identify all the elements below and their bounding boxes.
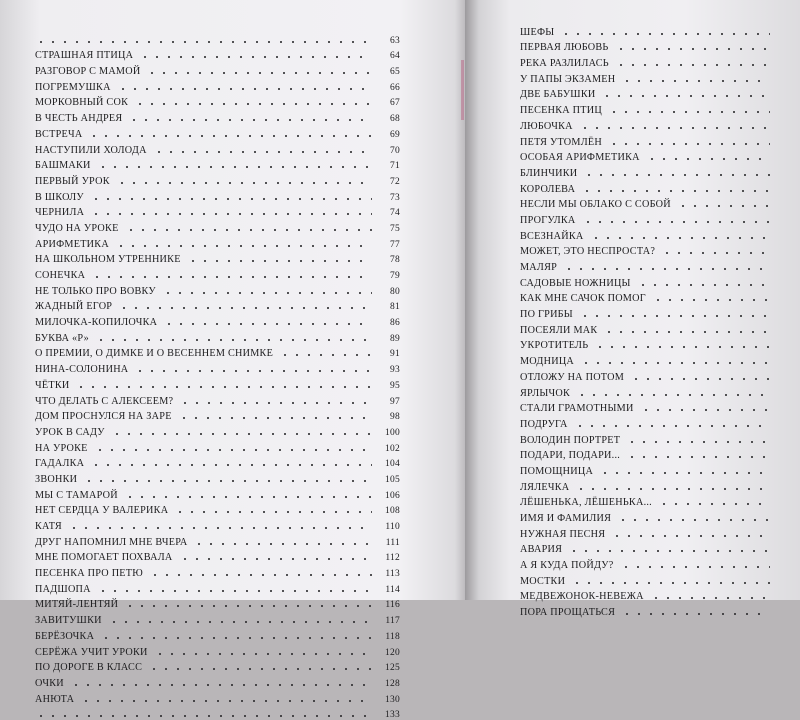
- toc-entry: [520, 195, 770, 211]
- dot-leader: [111, 433, 372, 435]
- toc-entry-page-number: 91: [390, 349, 400, 360]
- toc-entry: [35, 156, 400, 172]
- dot-leader: [116, 182, 372, 184]
- toc-entry: [35, 673, 400, 689]
- toc-entry-title: МОСТКИ: [520, 575, 566, 587]
- toc-entry: [520, 367, 770, 383]
- toc-entry-title: ЖАДНЫЙ ЕГОР: [35, 301, 113, 313]
- toc-entry: [520, 430, 770, 446]
- toc-entry-page-number: 74: [390, 208, 400, 219]
- toc-entry: [520, 320, 770, 336]
- toc-entry-title: БЕРЁЗОЧКА: [35, 630, 95, 642]
- toc-entry-title: ВСТРЕЧА: [35, 128, 83, 140]
- toc-entry-page-number: 93: [390, 365, 400, 376]
- dot-leader: [163, 323, 372, 325]
- toc-entry-title: САДОВЫЕ НОЖНИЦЫ: [520, 277, 631, 289]
- toc-entry-page-number: 106: [385, 490, 400, 501]
- toc-entry: [35, 658, 400, 674]
- toc-entry: [520, 414, 770, 430]
- toc-entry-title: ИМЯ И ФАМИЛИЯ: [520, 513, 612, 524]
- toc-entry: [35, 250, 400, 266]
- toc-entry-title: ПОМОЩНИЦА: [520, 465, 594, 477]
- toc-entry-page-number: 108: [385, 506, 400, 517]
- toc-entry-page-number: 66: [390, 82, 400, 93]
- toc-entry-title: ОСОБАЯ АРИФМЕТИКА: [520, 152, 640, 164]
- dot-leader: [563, 268, 770, 270]
- dot-leader: [108, 621, 372, 623]
- toc-entry-title: ПОДАРИ, ПОДАРИ...: [520, 450, 621, 462]
- toc-entry: [520, 571, 770, 587]
- toc-entry: [520, 383, 770, 399]
- dot-leader: [599, 472, 770, 474]
- dot-leader: [134, 370, 372, 372]
- toc-entry-page-number: 114: [385, 584, 400, 595]
- toc-entry-title: ОЧКИ: [35, 677, 64, 689]
- toc-entry-title: ЯРЛЫЧОК: [520, 387, 571, 399]
- toc-entry-page-number: 79: [390, 271, 400, 281]
- toc-entry-title: ПОСЕЯЛИ МАК: [520, 324, 598, 336]
- toc-entry: [35, 140, 400, 156]
- toc-entry-page-number: 98: [390, 412, 400, 423]
- toc-entry-title: КОРОЛЕВА: [520, 183, 576, 195]
- dot-leader: [35, 715, 372, 717]
- toc-entry-title: КАК МНЕ САЧОК ПОМОГ: [520, 293, 646, 305]
- toc-entry-page-number: 102: [385, 443, 400, 454]
- toc-entry-title: СТАЛИ ГРАМОТНЫМИ: [520, 403, 634, 415]
- toc-entry-title: МОРКОВНЫЙ СОК: [35, 97, 129, 109]
- dot-leader: [571, 582, 770, 584]
- dot-leader: [677, 205, 770, 207]
- toc-entry: [35, 626, 400, 642]
- toc-entry-title: ПОГРЕМУШКА: [35, 81, 111, 93]
- toc-entry: [35, 485, 400, 501]
- dot-leader: [174, 511, 372, 513]
- toc-entry: [520, 242, 770, 258]
- dot-leader: [139, 56, 372, 58]
- toc-entry: [35, 344, 400, 360]
- toc-entry-title: ШЕФЫ: [520, 26, 555, 38]
- toc-entry: [35, 203, 400, 219]
- toc-entry: [520, 163, 770, 179]
- toc-entry-title: ПЕСЕНКА ПТИЦ: [520, 105, 602, 117]
- dot-leader: [594, 346, 770, 348]
- toc-entry-title: МИЛОЧКА-КОПИЛОЧКА: [35, 317, 158, 329]
- toc-entry: [520, 477, 770, 493]
- toc-entry-title: МЕДВЕЖОНОК-НЕВЕЖА: [520, 591, 644, 603]
- toc-entry: [35, 108, 400, 124]
- dot-leader: [80, 700, 372, 702]
- toc-entry-title: НИНА-СОЛОНИНА: [35, 364, 129, 376]
- toc-entry-title: ПЕТЯ УТОМЛЁН: [520, 136, 602, 148]
- dot-leader: [193, 543, 372, 545]
- dot-leader: [128, 119, 372, 121]
- toc-entry-page-number: 71: [390, 161, 400, 172]
- toc-entry: [35, 46, 400, 62]
- toc-entry-title: В ЧЕСТЬ АНДРЕЯ: [35, 113, 123, 125]
- toc-entry: [520, 226, 770, 242]
- dot-leader: [646, 158, 770, 160]
- toc-entry-page-number: 104: [385, 459, 400, 470]
- toc-entry-title: НУЖНАЯ ПЕСНЯ: [520, 528, 606, 540]
- toc-entry: [35, 642, 400, 658]
- toc-entry: [35, 234, 400, 250]
- toc-entry: [520, 446, 770, 462]
- toc-entry: [520, 587, 770, 603]
- toc-entry: [35, 61, 400, 77]
- dot-leader: [620, 566, 770, 568]
- toc-entry-page-number: 100: [385, 427, 400, 438]
- dot-leader: [611, 535, 770, 537]
- toc-entry: [35, 265, 400, 281]
- toc-entry: [35, 359, 400, 375]
- dot-leader: [626, 441, 770, 443]
- toc-entry: [520, 132, 770, 148]
- toc-entry: [520, 399, 770, 415]
- toc-entry: [35, 501, 400, 517]
- dot-leader: [90, 213, 372, 215]
- toc-entry: [35, 93, 400, 109]
- dot-leader: [124, 496, 372, 498]
- toc-entry-page-number: 68: [390, 114, 400, 125]
- toc-entry: [35, 469, 400, 485]
- toc-entry: [35, 548, 400, 564]
- toc-entry: [520, 148, 770, 164]
- toc-entry-page-number: 86: [390, 318, 400, 329]
- dot-leader: [187, 260, 372, 262]
- dot-leader: [579, 315, 770, 317]
- dot-leader: [575, 488, 770, 490]
- toc-entry: [35, 532, 400, 548]
- dot-leader: [661, 252, 770, 254]
- dot-leader: [579, 127, 770, 129]
- toc-entry: [520, 85, 770, 101]
- toc-entry-title: А Я КУДА ПОЙДУ?: [520, 560, 614, 572]
- dot-leader: [83, 480, 372, 482]
- dot-leader: [124, 605, 372, 607]
- dot-leader: [179, 402, 372, 404]
- toc-entry: [520, 602, 770, 618]
- dot-leader: [125, 229, 372, 231]
- dot-leader: [153, 151, 372, 153]
- dot-leader: [608, 143, 770, 145]
- dot-leader: [583, 174, 770, 176]
- dot-leader: [652, 299, 770, 301]
- dot-leader: [88, 135, 372, 137]
- toc-entry: [520, 351, 770, 367]
- toc-entry-page-number: 67: [390, 98, 400, 109]
- toc-entry: [35, 187, 400, 203]
- toc-entry-page-number: 112: [385, 553, 400, 564]
- dot-leader: [617, 519, 770, 521]
- dot-leader: [178, 417, 372, 419]
- toc-entry: [35, 77, 400, 93]
- toc-entry-title: ПОРА ПРОЩАТЬСЯ: [520, 607, 616, 619]
- dot-leader: [601, 95, 770, 97]
- dot-leader: [630, 378, 770, 380]
- dot-leader: [35, 41, 372, 43]
- toc-entry: [35, 438, 400, 454]
- dot-leader: [179, 558, 373, 560]
- toc-entry-title: У ПАПЫ ЭКЗАМЕН: [520, 73, 616, 85]
- toc-entry: [35, 328, 400, 344]
- toc-entry-title: ГАДАЛКА: [35, 458, 85, 470]
- book-gutter: [461, 60, 464, 120]
- toc-entry-title: ЧЕРНИЛА: [35, 207, 85, 219]
- toc-entry-title: НЕСЛИ МЫ ОБЛАКО С СОБОЙ: [520, 199, 671, 211]
- toc-entry-title: НА ШКОЛЬНОМ УТРЕННИКЕ: [35, 254, 181, 266]
- toc-entry: [35, 30, 400, 46]
- dot-leader: [582, 221, 770, 223]
- toc-entry: [520, 53, 770, 69]
- toc-entry-title: ПО ГРИБЫ: [520, 309, 573, 321]
- toc-entry: [35, 689, 400, 705]
- toc-entry-title: НА УРОКЕ: [35, 442, 88, 454]
- toc-entry-page-number: 69: [390, 129, 400, 140]
- toc-entry-title: АНЮТА: [35, 693, 75, 705]
- dot-leader: [621, 613, 770, 615]
- dot-leader: [574, 425, 770, 427]
- dot-leader: [603, 331, 770, 333]
- dot-leader: [100, 637, 372, 639]
- dot-leader: [637, 284, 770, 286]
- dot-leader: [90, 198, 372, 200]
- dot-leader: [117, 88, 372, 90]
- dot-leader: [615, 48, 770, 50]
- dot-leader: [581, 190, 770, 192]
- toc-entry: [520, 257, 770, 273]
- toc-entry: [35, 610, 400, 626]
- toc-entry-title: ПЕСЕНКА ПРО ПЕТЮ: [35, 568, 143, 580]
- toc-entry: [520, 210, 770, 226]
- toc-entry-page-number: 113: [385, 569, 400, 580]
- toc-entry: [520, 461, 770, 477]
- toc-entry: [520, 555, 770, 571]
- toc-entry: [520, 116, 770, 132]
- dot-leader: [118, 307, 372, 309]
- dot-leader: [576, 394, 770, 396]
- toc-entry-title: СТРАШНАЯ ПТИЦА: [35, 50, 134, 62]
- toc-entry-page-number: 72: [390, 176, 400, 187]
- toc-entry: [520, 69, 770, 85]
- toc-entry: [520, 493, 770, 509]
- toc-entry: [520, 540, 770, 556]
- toc-entry-page-number: 125: [385, 663, 400, 674]
- toc-entry-title: АРИФМЕТИКА: [35, 238, 109, 250]
- dot-leader: [68, 527, 372, 529]
- dot-leader: [149, 574, 372, 576]
- dot-leader: [154, 653, 372, 655]
- toc-entry-title: АВАРИЯ: [520, 544, 563, 556]
- toc-entry-page-number: 128: [385, 678, 400, 689]
- toc-entry: [35, 218, 400, 234]
- toc-entry-title: ЗАВИТУШКИ: [35, 615, 102, 627]
- toc-entry: [35, 422, 400, 438]
- toc-entry-title: ЛЮБОЧКА: [520, 120, 573, 132]
- toc-entry-title: ПО ДОРОГЕ В КЛАСС: [35, 662, 143, 674]
- toc-entry-title: ЛЯЛЕЧКА: [520, 481, 570, 493]
- toc-entry: [35, 705, 400, 720]
- toc-entry-title: ДРУГ НАПОМНИЛ МНЕ ВЧЕРА: [35, 536, 188, 548]
- toc-entry-page-number: 77: [390, 239, 400, 250]
- toc-entry: [35, 563, 400, 579]
- dot-leader: [640, 409, 770, 411]
- toc-entry-title: ПЕРВАЯ ЛЮБОВЬ: [520, 42, 609, 54]
- dot-leader: [162, 292, 372, 294]
- dot-leader: [590, 237, 770, 239]
- toc-entry-title: НЕ ТОЛЬКО ПРО ВОВКУ: [35, 285, 156, 297]
- toc-entry-page-number: 130: [385, 694, 400, 705]
- toc-entry: [35, 124, 400, 140]
- toc-entry-page-number: 65: [390, 67, 400, 78]
- toc-entry-title: ПОДРУГА: [520, 418, 568, 430]
- toc-entry: [35, 454, 400, 470]
- dot-leader: [650, 597, 770, 599]
- toc-entry-page-number: 117: [385, 616, 400, 627]
- dot-leader: [95, 339, 372, 341]
- toc-entry-title: ОТЛОЖУ НА ПОТОМ: [520, 371, 625, 383]
- toc-entry: [35, 297, 400, 313]
- toc-entry: [35, 579, 400, 595]
- toc-entry-title: БУКВА «Р»: [35, 332, 89, 344]
- toc-entry: [520, 289, 770, 305]
- toc-entry-title: ЧЁТКИ: [35, 379, 70, 391]
- toc-entry: [520, 22, 770, 38]
- dot-leader: [75, 386, 372, 388]
- toc-entry-title: РЕКА РАЗЛИЛАСЬ: [520, 58, 609, 70]
- toc-entry: [520, 524, 770, 540]
- toc-entry-title: МОЖЕТ, ЭТО НЕСПРОСТА?: [520, 246, 656, 258]
- toc-entry-title: СЕРЁЖА УЧИТ УРОКИ: [35, 646, 148, 658]
- toc-entry: [35, 595, 400, 611]
- toc-entry-title: ПРОГУЛКА: [520, 214, 576, 226]
- toc-entry-title: БЛИНЧИКИ: [520, 167, 578, 179]
- dot-leader: [134, 103, 372, 105]
- dot-leader: [90, 464, 372, 466]
- toc-entry-page-number: 81: [390, 302, 400, 313]
- toc-entry-page-number: 80: [390, 286, 400, 297]
- toc-entry-title: МОДНИЦА: [520, 356, 575, 368]
- dot-leader: [94, 449, 372, 451]
- toc-entry-title: МЫ С ТАМАРОЙ: [35, 489, 118, 501]
- dot-leader: [91, 276, 372, 278]
- toc-entry-title: ДОМ ПРОСНУЛСЯ НА ЗАРЕ: [35, 411, 172, 423]
- toc-entry-page-number: 95: [390, 380, 400, 391]
- toc-entry-page-number: 133: [385, 710, 400, 720]
- toc-entry-title: ЧТО ДЕЛАТЬ С АЛЕКСЕЕМ?: [35, 395, 174, 407]
- dot-leader: [626, 456, 770, 458]
- toc-entry: [520, 100, 770, 116]
- toc-entry-title: ВСЕЗНАЙКА: [520, 230, 584, 242]
- toc-entry-page-number: 116: [385, 600, 400, 611]
- toc-entry-title: МНЕ ПОМОГАЕТ ПОХВАЛА: [35, 552, 173, 564]
- dot-leader: [658, 503, 770, 505]
- toc-entry-page-number: 70: [390, 145, 400, 156]
- toc-entry-title: РАЗГОВОР С МАМОЙ: [35, 66, 141, 78]
- toc-entry-title: НЕТ СЕРДЦА У ВАЛЕРИКА: [35, 505, 169, 517]
- toc-entry: [35, 516, 400, 532]
- toc-entry: [35, 375, 400, 391]
- toc-entry-page-number: 97: [390, 396, 400, 407]
- toc-entry-page-number: 73: [390, 192, 400, 203]
- toc-entry-title: ЛЁШЕНЬКА, ЛЁШЕНЬКА...: [520, 497, 652, 509]
- toc-entry-page-number: 78: [390, 255, 400, 266]
- toc-entry: [35, 407, 400, 423]
- toc-entry-page-number: 89: [390, 333, 400, 344]
- dot-leader: [70, 684, 372, 686]
- toc-entry-title: ЧУДО НА УРОКЕ: [35, 222, 119, 234]
- toc-entry-page-number: 105: [385, 474, 400, 485]
- toc-entry-title: БАШМАКИ: [35, 160, 91, 172]
- toc-entry: [35, 391, 400, 407]
- toc-entry-page-number: 75: [390, 223, 400, 234]
- toc-entry: [35, 312, 400, 328]
- toc-entry-title: О ПРЕМИИ, О ДИМКЕ И О ВЕСЕННЕМ СНИМКЕ: [35, 348, 274, 360]
- toc-entry-title: ПЕРВЫЙ УРОК: [35, 175, 110, 187]
- toc-entry: [520, 304, 770, 320]
- dot-leader: [279, 354, 372, 356]
- toc-entry-title: ПАДШОПА: [35, 583, 91, 595]
- toc-entry-title: ВОЛОДИН ПОРТРЕТ: [520, 434, 621, 446]
- toc-entry-title: В ШКОЛУ: [35, 191, 84, 203]
- toc-entry-title: УРОК В САДУ: [35, 426, 105, 438]
- dot-leader: [97, 590, 372, 592]
- toc-entry-page-number: 110: [385, 522, 400, 532]
- dot-leader: [97, 166, 372, 168]
- dot-leader: [615, 64, 770, 66]
- dot-leader: [580, 362, 770, 364]
- right-table-of-contents: [520, 22, 770, 618]
- toc-entry-title: МАЛЯР: [520, 262, 558, 273]
- toc-entry: [35, 171, 400, 187]
- toc-entry-page-number: 120: [385, 647, 400, 658]
- toc-entry-page-number: 64: [390, 51, 400, 62]
- toc-entry-title: КАТЯ: [35, 521, 62, 532]
- toc-entry-title: СОНЕЧКА: [35, 270, 86, 281]
- toc-entry-title: ЗВОНКИ: [35, 473, 78, 485]
- toc-entry: [35, 281, 400, 297]
- dot-leader: [621, 80, 770, 82]
- toc-entry-title: УКРОТИТЕЛЬ: [520, 340, 589, 352]
- dot-leader: [115, 245, 372, 247]
- toc-entry-title: МИТЯЙ-ЛЕНТЯЙ: [35, 599, 119, 611]
- toc-entry: [520, 179, 770, 195]
- dot-leader: [568, 550, 770, 552]
- toc-entry: [520, 336, 770, 352]
- dot-leader: [148, 668, 372, 670]
- toc-entry-page-number: 111: [385, 537, 400, 548]
- toc-entry: [520, 38, 770, 54]
- dot-leader: [560, 33, 770, 35]
- left-table-of-contents: [35, 30, 400, 720]
- dot-leader: [608, 111, 770, 113]
- toc-entry: [520, 273, 770, 289]
- dot-leader: [146, 72, 372, 74]
- toc-entry-title: НАСТУПИЛИ ХОЛОДА: [35, 144, 147, 156]
- toc-entry-title: ДВЕ БАБУШКИ: [520, 89, 596, 101]
- toc-entry-page-number: 118: [385, 631, 400, 642]
- toc-entry-page-number: 63: [390, 35, 400, 46]
- toc-entry: [520, 508, 770, 524]
